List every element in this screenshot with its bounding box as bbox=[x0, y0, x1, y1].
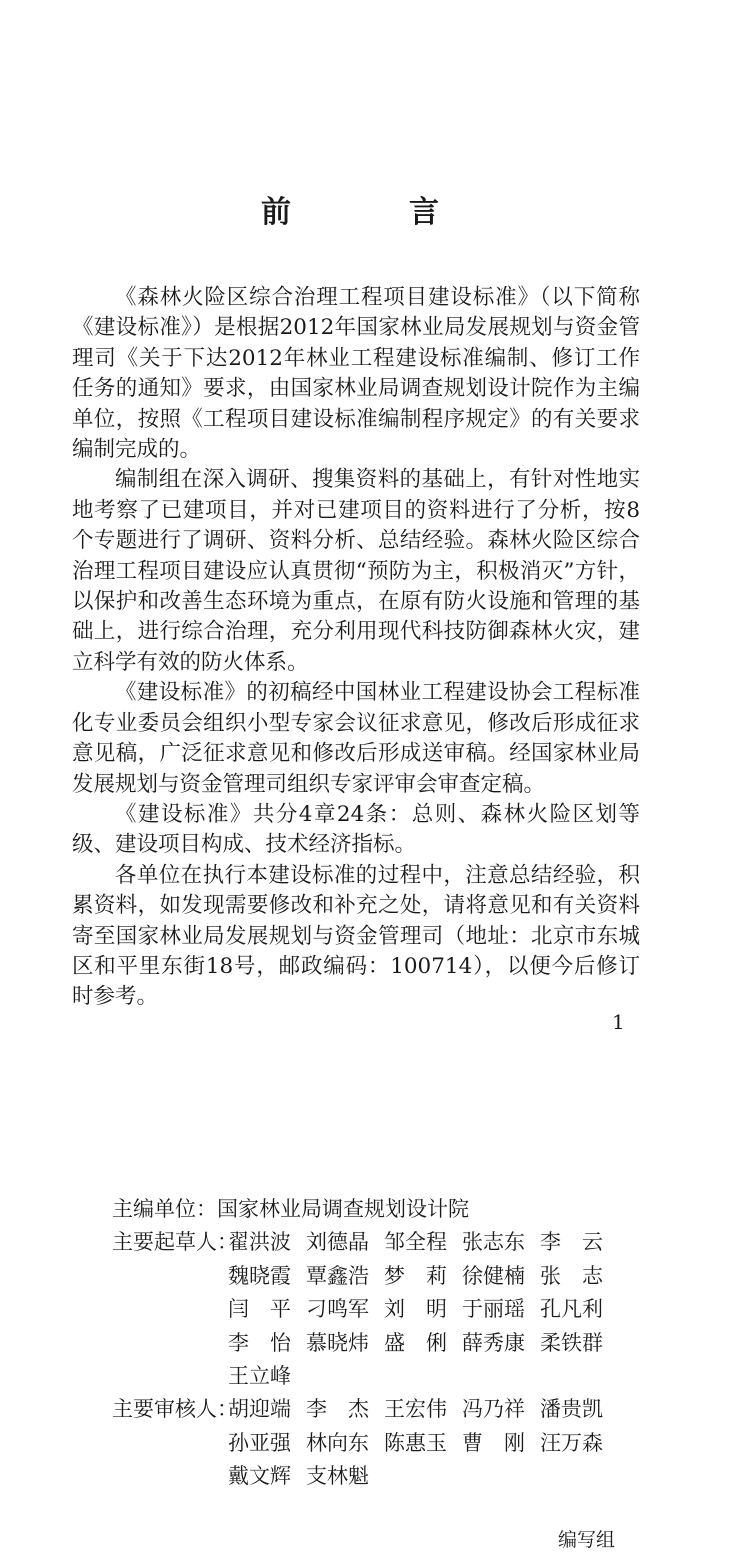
chief-unit-value: 国家林业局调查规划设计院 bbox=[217, 1197, 469, 1221]
person-name: 于丽瑶 bbox=[462, 1297, 525, 1322]
person-name: 张志东 bbox=[462, 1230, 525, 1255]
person-name: 盛 俐 bbox=[384, 1330, 447, 1355]
reviewers-list bbox=[228, 1393, 618, 1493]
reviewers-row bbox=[112, 1393, 622, 1493]
reviewers-label: 主要审核人： bbox=[112, 1397, 238, 1422]
person-name: 林向东 bbox=[306, 1430, 369, 1455]
person-name: 胡迎端 bbox=[228, 1397, 291, 1422]
person-name: 李 杰 bbox=[306, 1397, 369, 1422]
person-name: 慕晓炜 bbox=[306, 1330, 369, 1355]
person-name: 王立峰 bbox=[228, 1364, 291, 1389]
person-name: 刘 明 bbox=[384, 1297, 447, 1322]
person-name: 魏晓霞 bbox=[228, 1263, 291, 1288]
drafters-label: 主要起草人： bbox=[112, 1230, 238, 1255]
person-name: 陈惠玉 bbox=[384, 1430, 447, 1455]
credits-block bbox=[112, 1193, 622, 1494]
person-name: 刁鸣军 bbox=[306, 1297, 369, 1322]
paragraph: 编制组在深入调研、搜集资料的基础上，有针对性地实地考察了已建项目，并对已建项目的资料进行了分析，按8个专题进行了调研、资料分析、总结经验。森林火险区综合治理工程项目建设应认真贯彻“预防为主，积极消灭”方针，以保护和改善生态环境为重点，在原有防火设施和管理的基础上，进行综合治理，充分利用现代科技防御森林火灾，建立科学有效的防火体系。 bbox=[72, 467, 640, 675]
page-title: 前 言 bbox=[261, 195, 483, 230]
paragraph: 《森林火险区综合治理工程项目建设标准》（以下简称《建设标准》）是根据2012年国家林业局发展规划与资金管理司《关于下达2012年林业工程建设标准编制、修订工作任务的通知》要求，由国家林业局调查规划设计院作为主编单位，按照《工程项目建设标准编制程序规定》的有关要求编制完成的。 bbox=[72, 285, 640, 463]
chief-unit-label: 主编单位： bbox=[112, 1197, 217, 1221]
preface-body bbox=[72, 283, 640, 1013]
person-name: 薛秀康 bbox=[462, 1330, 525, 1355]
drafters-row bbox=[112, 1226, 622, 1393]
person-name: 刘德晶 bbox=[306, 1230, 369, 1255]
person-name: 徐健楠 bbox=[462, 1263, 525, 1288]
paragraph: 《建设标准》共分4章24条：总则、森林火险区划等级、建设项目构成、技术经济指标。 bbox=[72, 801, 640, 858]
person-name: 曹 刚 bbox=[462, 1430, 525, 1455]
paragraph: 《建设标准》的初稿经中国林业工程建设协会工程标准化专业委员会组织小型专家会议征求意见，修改后形成征求意见稿，广泛征求意见和修改后形成送审稿。经国家林业局发展规划与资金管理司组织专家评审会审查定稿。 bbox=[72, 680, 640, 797]
person-name: 邹全程 bbox=[384, 1230, 447, 1255]
person-name: 李 怡 bbox=[228, 1330, 291, 1355]
person-name: 覃鑫浩 bbox=[306, 1263, 369, 1288]
footer-tag: 编写组 bbox=[558, 1529, 616, 1551]
person-name: 翟洪波 bbox=[228, 1230, 291, 1255]
paragraph: 各单位在执行本建设标准的过程中，注意总结经验，积累资料，如发现需要修改和补充之处，请将意见和有关资料寄至国家林业局发展规划与资金管理司（地址：北京市东城区和平里东街18号，邮政编码：100714），以便今后修订时参考。 bbox=[72, 862, 640, 1010]
person-name: 李 云 bbox=[540, 1230, 603, 1255]
person-name: 孔凡利 bbox=[540, 1297, 603, 1322]
person-name: 冯乃祥 bbox=[462, 1397, 525, 1422]
person-name: 戴文辉 bbox=[228, 1464, 291, 1489]
chief-unit-row bbox=[112, 1193, 622, 1226]
person-name: 汪万森 bbox=[540, 1430, 603, 1455]
drafters-list bbox=[228, 1226, 618, 1393]
person-name: 柔铁群 bbox=[540, 1330, 603, 1355]
page-number: 1 bbox=[612, 1010, 625, 1034]
person-name: 潘贵凯 bbox=[540, 1397, 603, 1422]
person-name: 张 志 bbox=[540, 1263, 603, 1288]
person-name: 闫 平 bbox=[228, 1297, 291, 1322]
person-name: 支林魁 bbox=[306, 1464, 369, 1489]
person-name: 王宏伟 bbox=[384, 1397, 447, 1422]
person-name: 梦 莉 bbox=[384, 1263, 447, 1288]
person-name: 孙亚强 bbox=[228, 1430, 291, 1455]
